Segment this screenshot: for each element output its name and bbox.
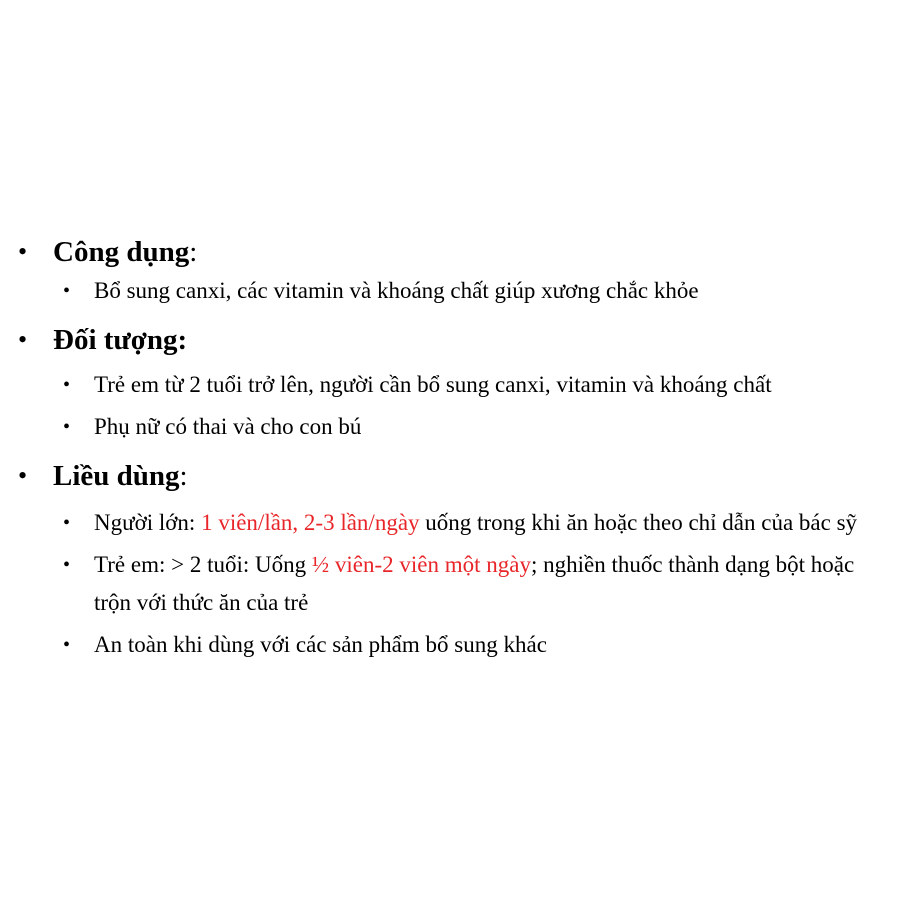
- section-heading-doi-tuong: [0, 316, 912, 364]
- section-title-colon: :: [189, 236, 198, 268]
- dosage-highlight: ½ viên-2 viên một ngày: [311, 552, 531, 577]
- list-item-text: Phụ nữ có thai và cho con bú: [94, 414, 362, 439]
- bullet-icon: •: [18, 461, 28, 490]
- section-title: Liều dùng: [53, 460, 180, 492]
- list-item-prefix: Người lớn:: [94, 510, 202, 535]
- bullet-icon: •: [18, 237, 28, 266]
- list-item: [0, 408, 912, 446]
- section-heading-lieu-dung: [0, 452, 912, 500]
- bullet-icon: •: [18, 325, 28, 354]
- bullet-icon: •: [63, 554, 71, 576]
- section-title: Đối tượng: [53, 324, 178, 356]
- section-title-colon: :: [177, 324, 188, 356]
- section-title: Công dụng: [53, 236, 190, 268]
- list-item: [0, 366, 912, 404]
- list-item-suffix: uống trong khi ăn hoặc theo chỉ dẫn của bác sỹ: [419, 510, 858, 535]
- document-body: [0, 228, 912, 668]
- list-item-text: Bổ sung canxi, các vitamin và khoáng chất giúp xương chắc khỏe: [94, 278, 699, 303]
- bullet-icon: •: [63, 634, 71, 656]
- dosage-highlight: 1 viên/lần, 2-3 lần/ngày: [201, 510, 420, 535]
- list-item: [0, 504, 912, 542]
- section-title-colon: :: [179, 460, 188, 492]
- bullet-icon: •: [63, 374, 71, 396]
- list-item: [0, 546, 912, 622]
- section-heading-cong-dung: [0, 228, 912, 276]
- bullet-icon: •: [63, 512, 71, 534]
- list-item-suffix: ; nghiền thuốc thành dạng bột hoặc trộn với thức ăn của trẻ: [94, 552, 855, 615]
- list-item: [0, 626, 912, 664]
- list-item-text: Trẻ em từ 2 tuổi trở lên, người cần bổ sung canxi, vitamin và khoáng chất: [94, 372, 772, 397]
- list-item-prefix: Trẻ em: > 2 tuổi: Uống: [94, 552, 312, 577]
- list-item: [0, 272, 912, 310]
- bullet-icon: •: [63, 280, 71, 302]
- bullet-icon: •: [63, 416, 71, 438]
- list-item-text: An toàn khi dùng với các sản phẩm bổ sung khác: [94, 632, 547, 657]
